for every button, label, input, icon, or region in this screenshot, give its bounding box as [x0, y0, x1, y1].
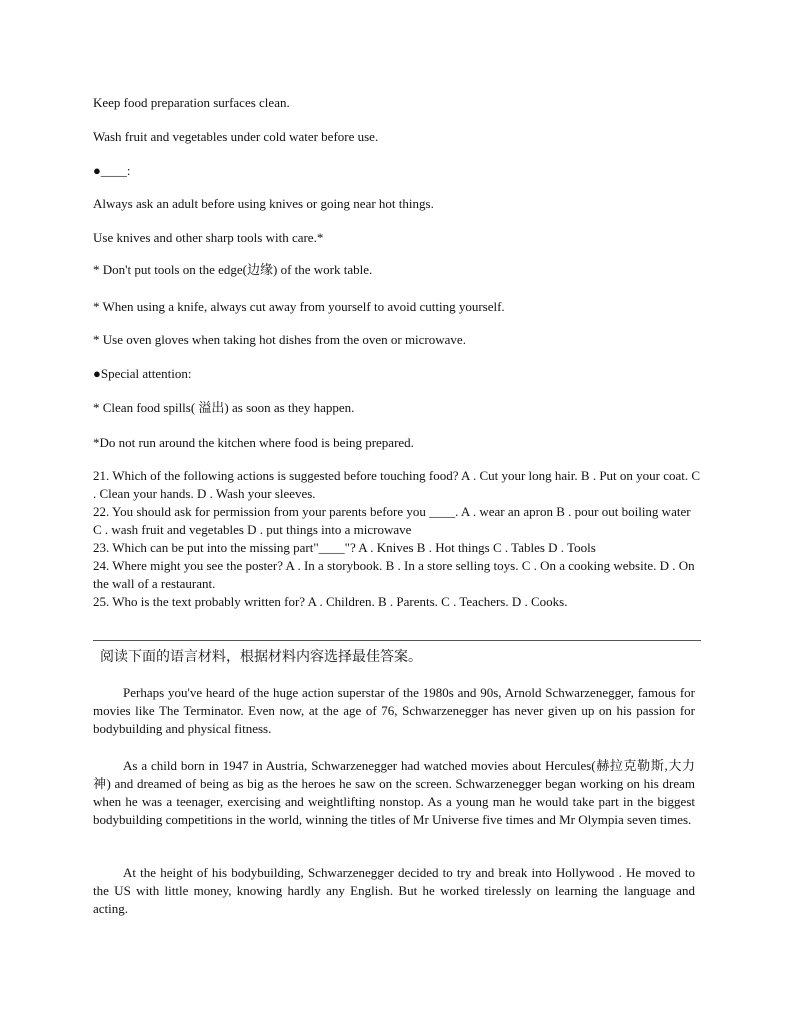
question-24: 24. Where might you see the poster? A . In a storybook. B . In a store selling toys. C . On a cooking website. D . On the wall of a restaurant.	[93, 558, 695, 591]
question-22: 22. You should ask for permission from your parents before you ____. A . wear an apron B . pour out boiling water C . wash fruit and vegetables D . put things into a microwave	[93, 504, 691, 537]
section-divider	[93, 640, 701, 641]
rule-line-9: *Do not run around the kitchen where food is being prepared.	[93, 435, 414, 450]
reading-instruction: 阅读下面的语言材料，根据材料内容选择最佳答案。	[100, 649, 422, 665]
rule-line-4: Use knives and other sharp tools with care.*	[93, 230, 324, 245]
question-25: 25. Who is the text probably written for? A . Children. B . Parents. C . Teachers. D . Cooks.	[93, 594, 568, 609]
rule-line-3: Always ask an adult before using knives or going near hot things.	[93, 196, 434, 211]
passage-paragraph-2: As a child born in 1947 in Austria, Schwarzenegger had watched movies about Hercules(赫拉克勒斯,大力神) and dreamed of being as big as the heroes he saw on the screen. Schwarzenegger began working on his dream when he was a teenager, exercising and weightlifting nonstop. As a young man he would take part in the biggest bodybuilding competitions in the world, winning the titles of Mr Universe five times and Mr Olympia seven times.	[93, 758, 695, 827]
special-attention-heading: ●Special attention:	[93, 366, 192, 381]
rule-line-2: Wash fruit and vegetables under cold water before use.	[93, 129, 379, 144]
rule-line-1: Keep food preparation surfaces clean.	[93, 95, 290, 110]
rule-line-7: * Use oven gloves when taking hot dishes from the oven or microwave.	[93, 332, 466, 347]
passage-paragraph-3: At the height of his bodybuilding, Schwarzenegger decided to try and break into Hollywood . He moved to the US with little money, knowing hardly any English. But he worked tirelessly on learning the language and acting.	[93, 865, 695, 916]
question-23: 23. Which can be put into the missing part"____"? A . Knives B . Hot things C . Tables D . Tools	[93, 540, 596, 555]
passage-paragraph-1: Perhaps you've heard of the huge action superstar of the 1980s and 90s, Arnold Schwarzenegger, famous for movies like The Terminator. Even now, at the age of 76, Schwarzenegger has never given up on his passion for bodybuilding and physical fitness.	[93, 685, 695, 736]
rule-heading-blank: ●____:	[93, 163, 131, 178]
question-21: 21. Which of the following actions is suggested before touching food? A . Cut your long hair. B . Put on your coat. C . Clean your hands. D . Wash your sleeves.	[93, 468, 701, 501]
rule-line-5: * Don't put tools on the edge(边缘) of the work table.	[93, 262, 373, 277]
rule-line-8: * Clean food spills( 溢出) as soon as they happen.	[93, 400, 355, 415]
rule-line-6: * When using a knife, always cut away from yourself to avoid cutting yourself.	[93, 299, 505, 314]
